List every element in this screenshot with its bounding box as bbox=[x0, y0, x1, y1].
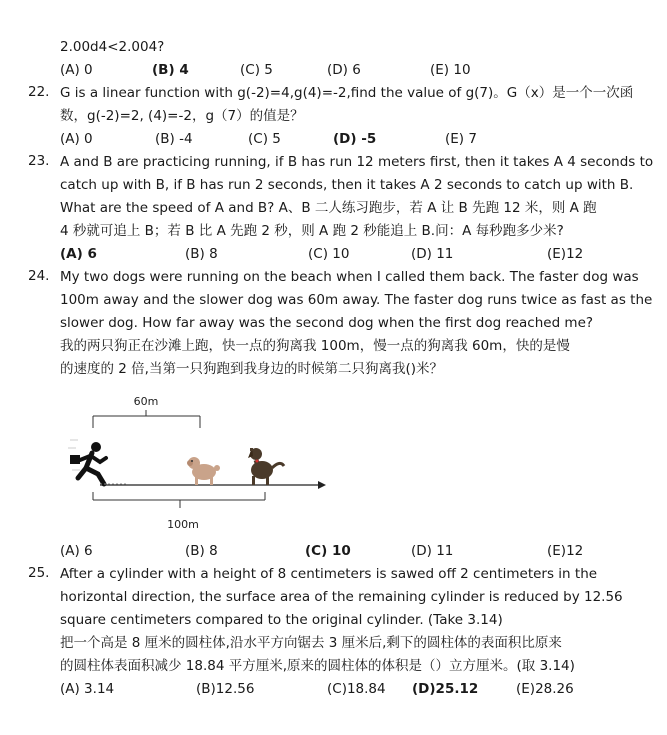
question-number: 24. bbox=[28, 268, 50, 284]
question-text: 100m away and the slower dog was 60m away. The faster dog runs twice as fast as the bbox=[60, 292, 653, 308]
slow-dog-icon bbox=[187, 457, 220, 485]
option-b: (B) 4 bbox=[152, 62, 189, 78]
label-100m: 100m bbox=[167, 518, 199, 531]
question-text: 的速度的 2 倍,当第一只狗跑到我身边的时候第二只狗离我()米？ bbox=[60, 361, 443, 377]
question-text: What are the speed of A and B? A、B 二人练习跑步，若 A 让 B 先跑 12 米，则 A 跑 bbox=[60, 200, 597, 216]
question-text: 数，g(-2)=2, (4)=-2，g（7）的值是？ bbox=[60, 108, 304, 124]
option-a: (A) 6 bbox=[60, 246, 97, 262]
question-text: slower dog. How far away was the second dog when the first dog reached me? bbox=[60, 315, 594, 331]
question-text: 4 秒就可追上 B；若 B 比 A 先跑 2 秒，则 A 跑 2 秒能追上 B.问：A 每秒跑多少米? bbox=[60, 223, 564, 239]
option-d: (D) 11 bbox=[411, 543, 454, 559]
option-e: (E)12 bbox=[547, 246, 584, 262]
arrow-head bbox=[318, 481, 326, 489]
question-text: horizontal direction, the surface area of the remaining cylinder is reduced by 12.56 bbox=[60, 589, 623, 605]
option-c: (C)18.84 bbox=[327, 681, 386, 697]
option-b: (B)12.56 bbox=[196, 681, 255, 697]
option-d: (D)25.12 bbox=[412, 681, 479, 697]
running-person-icon bbox=[68, 440, 128, 484]
question-text: catch up with B, if B has run 2 seconds, then it takes A 2 seconds to catch up with B. bbox=[60, 177, 634, 193]
option-b: (B) 8 bbox=[185, 246, 218, 262]
question-number: 22. bbox=[28, 84, 50, 100]
option-a: (A) 3.14 bbox=[60, 681, 115, 697]
option-c: (C) 5 bbox=[248, 131, 281, 147]
option-d: (D) -5 bbox=[333, 131, 377, 147]
fast-dog-icon bbox=[248, 448, 284, 485]
question-text: 把一个高是 8 厘米的圆柱体,沿水平方向锯去 3 厘米后,剩下的圆柱体的表面积比原来 bbox=[60, 635, 562, 651]
option-b: (B) -4 bbox=[155, 131, 193, 147]
option-e: (E)12 bbox=[547, 543, 584, 559]
question-text: 我的两只狗正在沙滩上跑，快一点的狗离我 100m，慢一点的狗离我 60m，快的是慢 bbox=[60, 338, 570, 354]
option-e: (E)28.26 bbox=[516, 681, 574, 697]
option-a: (A) 0 bbox=[60, 62, 93, 78]
option-b: (B) 8 bbox=[185, 543, 218, 559]
label-60m: 60m bbox=[133, 395, 159, 408]
question-text: G is a linear function with g(-2)=4,g(4)=-2,find the value of g(7)。G（x）是一个一次函 bbox=[60, 85, 634, 101]
option-c: (C) 10 bbox=[305, 543, 351, 559]
option-c: (C) 5 bbox=[240, 62, 273, 78]
option-a: (A) 6 bbox=[60, 543, 93, 559]
option-e: (E) 7 bbox=[445, 131, 477, 147]
question-text: After a cylinder with a height of 8 centimeters is sawed off 2 centimeters in the bbox=[60, 566, 598, 582]
prev-question-tail: 2.00d4<2.004? bbox=[60, 39, 165, 55]
option-a: (A) 0 bbox=[60, 131, 93, 147]
question-text: square centimeters compared to the original cylinder. (Take 3.14) bbox=[60, 612, 503, 628]
option-c: (C) 10 bbox=[308, 246, 350, 262]
question-text: My two dogs were running on the beach when I called them back. The faster dog was bbox=[60, 269, 639, 285]
option-d: (D) 11 bbox=[411, 246, 454, 262]
question-number: 23. bbox=[28, 153, 50, 169]
option-e: (E) 10 bbox=[430, 62, 471, 78]
question-text: A and B are practicing running, if B has run 12 meters first, then it takes A 4 seconds to bbox=[60, 154, 654, 170]
question-number: 25. bbox=[28, 565, 50, 581]
question-text: 的圆柱体表面积减少 18.84 平方厘米,原来的圆柱体的体积是（）立方厘米。(取 3.14) bbox=[60, 658, 575, 674]
option-d: (D) 6 bbox=[327, 62, 361, 78]
